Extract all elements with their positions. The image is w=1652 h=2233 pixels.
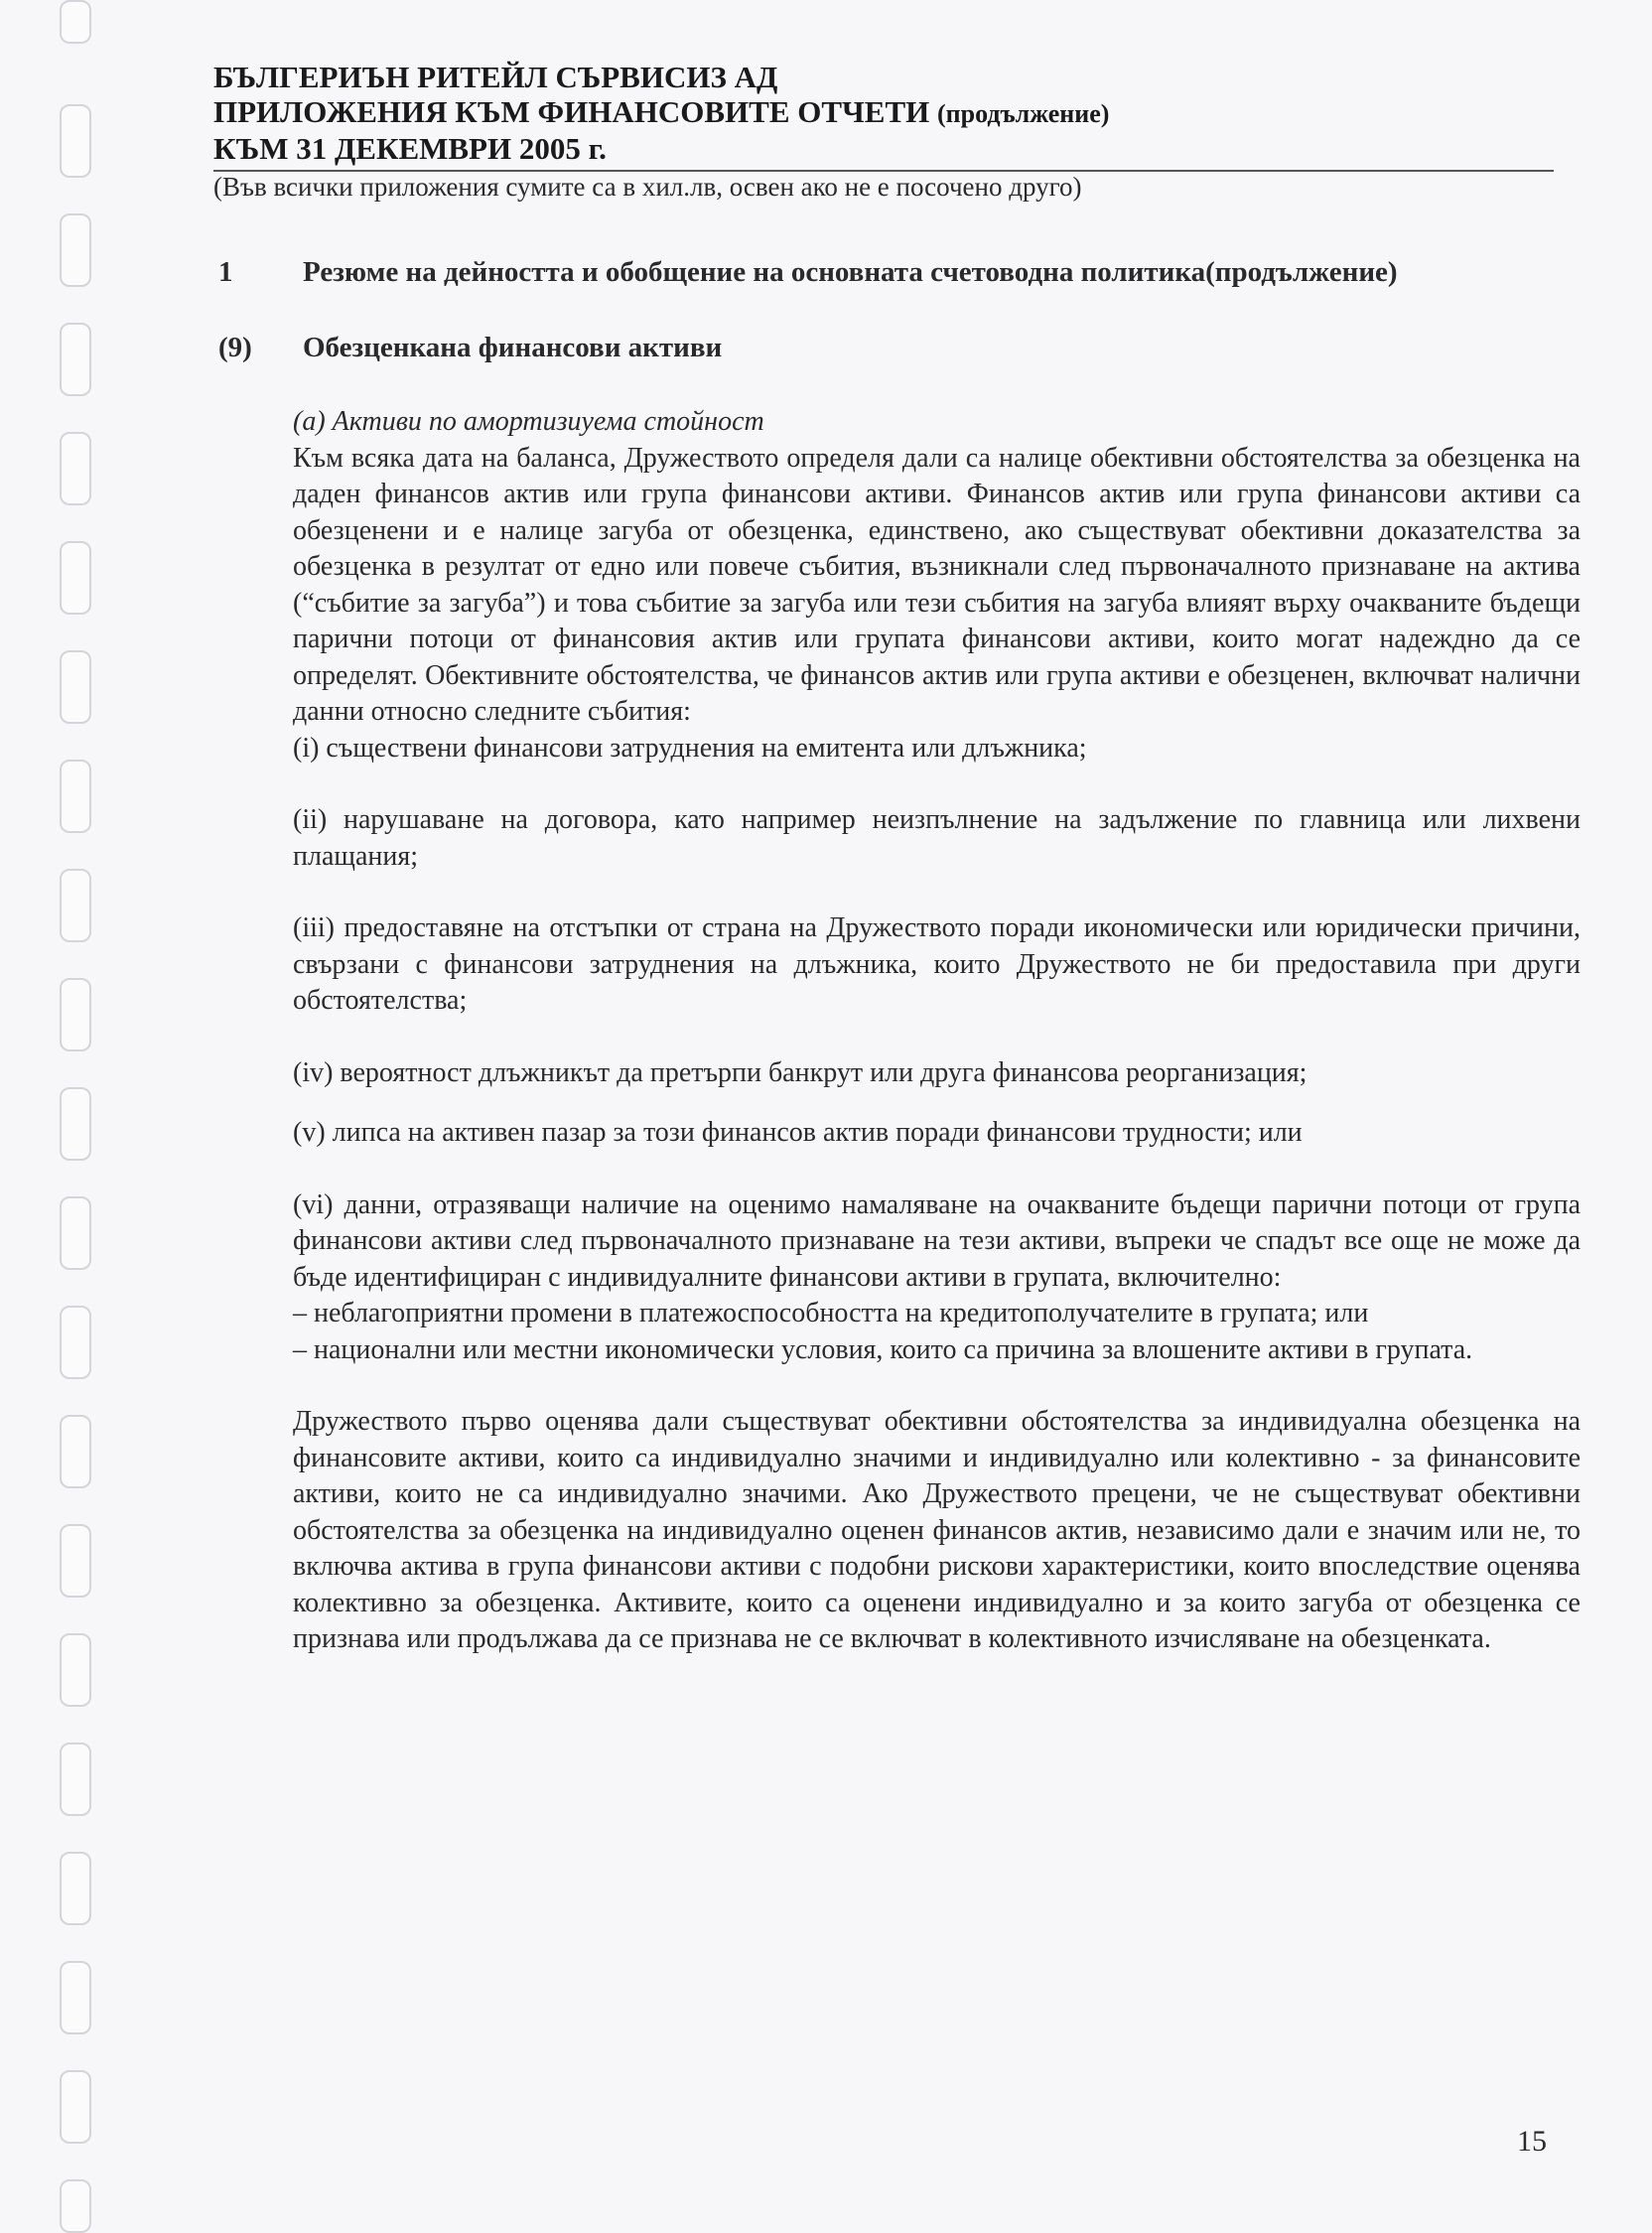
binding-hole bbox=[60, 1852, 91, 1925]
list-dash-2: – национални или местни икономически условия, които са причина за влошените активи в групата. bbox=[293, 1333, 1473, 1365]
section-number: 1 bbox=[218, 256, 233, 288]
company-name: БЪЛГЕРИЪН РИТЕЙЛ СЪРВИСИЗ АД bbox=[213, 60, 778, 94]
binding-hole bbox=[60, 432, 91, 505]
binding-hole bbox=[60, 1087, 91, 1161]
paragraph-collective: Дружеството първо оценява дали съществуват обективни обстоятелства за индивидуална обезценка на финансовите активи, които са индивидуално значими и индивидуално или колективно - за финансовите активи, които не са индивидуално значими. Ако Дружеството прецени, че не съществуват обективни обстоятелства за обезценка на индивидуално оценен финансов актив, независимо дали е значим или не, то включва актива в група финансови активи с подобни рискови характеристики, които впоследствие оценява колективно за обезценка. Активите, които са оценени индивидуално и за които загуба от обезценка се признава или продължава да се признава не се включват в колективното изчисляване на обезценката. bbox=[293, 1406, 1581, 1654]
list-item-iii: (iii) предоставяне на отстъпки от страна на Дружеството поради икономически или юридически причини, свързани с финансови затруднения на длъжника, които Дружеството не би предоставила при други обстоятелства; bbox=[293, 912, 1581, 1016]
binding-hole bbox=[60, 869, 91, 942]
list-item-iv: (iv) вероятност длъжникът да претърпи банкрут или друга финансова реорганизация; bbox=[293, 1056, 1308, 1088]
list-dash-1: – неблагоприятни промени в платежоспособността на кредитополучателите в групата; или bbox=[293, 1298, 1369, 1328]
body-text bbox=[293, 404, 1581, 1658]
header-date: КЪМ 31 ДЕКЕМВРИ 2005 г. bbox=[213, 131, 607, 166]
binding-hole bbox=[60, 650, 91, 724]
list-item-ii: (ii) нарушаване на договора, като например неизпълнение на задължение по главница или лихвени плащания; bbox=[293, 804, 1581, 872]
binding-hole bbox=[60, 104, 91, 178]
binding-hole bbox=[60, 978, 91, 1051]
binding-hole bbox=[60, 2070, 91, 2144]
binding-hole bbox=[60, 541, 91, 615]
subsection-title: Обезценкана финансови активи bbox=[303, 332, 723, 363]
subsection-number: (9) bbox=[218, 332, 252, 363]
binding-hole bbox=[60, 760, 91, 833]
binding-hole bbox=[60, 1306, 91, 1379]
binding-hole bbox=[60, 1743, 91, 1816]
binding-hole bbox=[60, 1415, 91, 1488]
binding-hole bbox=[60, 1196, 91, 1270]
section-title: Резюме на дейността и обобщение на основната счетоводна политика(продължение) bbox=[303, 256, 1398, 288]
header-line-2-suffix: (продължение) bbox=[937, 99, 1110, 128]
document-page bbox=[213, 60, 1554, 202]
page-number: 15 bbox=[1517, 2125, 1547, 2158]
document-header bbox=[213, 60, 1554, 202]
binding-holes bbox=[60, 0, 99, 2217]
binding-hole bbox=[60, 1633, 91, 1707]
list-item-v: (v) липса на активен пазар за този финансов актив поради финансови трудности; или bbox=[293, 1117, 1303, 1148]
header-line-2 bbox=[213, 94, 1554, 131]
binding-hole bbox=[60, 1961, 91, 2034]
paragraph-intro: Към всяка дата на баланса, Дружеството определя дали са налице обективни обстоятелства за обезценка на даден финансов актив или група финансови активи. Финансов актив или група финансови активи са обезценени и е налице загуба от обезценка, единствено, ако съществуват обективни доказателства за обезценка в резултат от едно или повече събития, възникнали след първоначалното признаване на актива (“събитие за загуба”) и това събитие за загуба или тези събития на загуба влияят върху очакваните бъдещи парични потоци от финансовия актив или групата финансови активи, които могат надеждно да се определят. Обективните обстоятелства, че финансов актив или група активи е обезценен, включват налични данни относно следните събития: bbox=[293, 442, 1581, 727]
currency-note: (Във всички приложения сумите са в хил.лв, освен ако не е посочено друго) bbox=[213, 172, 1082, 202]
list-item-i: (i) съществени финансови затруднения на емитента или длъжника; bbox=[293, 732, 1087, 764]
binding-hole bbox=[60, 213, 91, 287]
binding-hole bbox=[60, 0, 91, 44]
subheading: (а) Активи по амортизиуема стойност bbox=[293, 406, 764, 437]
header-line-2-main: ПРИЛОЖЕНИЯ КЪМ ФИНАНСОВИТЕ ОТЧЕТИ bbox=[213, 94, 930, 129]
binding-hole bbox=[60, 2179, 91, 2233]
list-item-vi: (vi) данни, отразяващи наличие на оценимо намаляване на очакваните бъдещи парични потоци от група финансови активи след първоначалното признаване на тези активи, въпреки че спадът все още не може да бъде идентифициран с индивидуалните финансови активи в групата, включително: bbox=[293, 1188, 1581, 1293]
binding-hole bbox=[60, 323, 91, 396]
binding-hole bbox=[60, 1524, 91, 1598]
